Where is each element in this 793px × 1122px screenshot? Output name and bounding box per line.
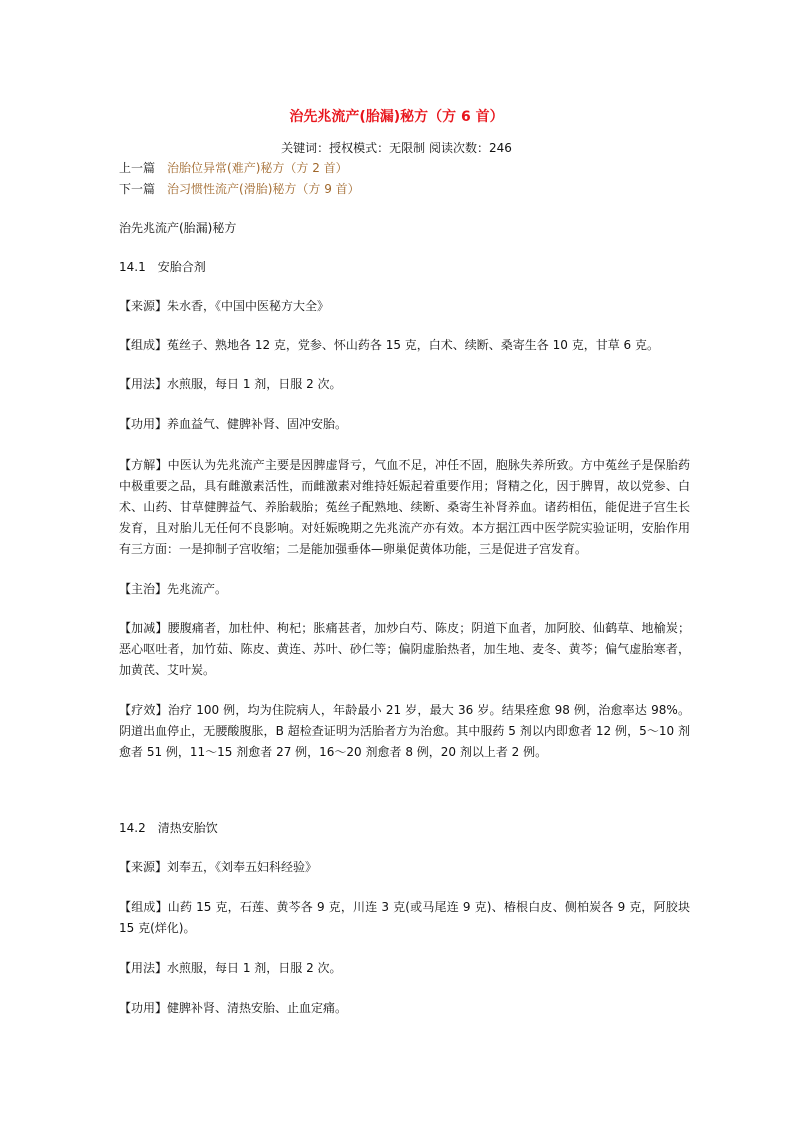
prev-article-link[interactable]: 治胎位异常(难产)秘方（方 2 首）: [167, 161, 348, 175]
paragraph-efficacy: 【疗效】治疗 100 例，均为住院病人，年龄最小 21 岁，最大 36 岁。结果痊愈 98 例，治愈率达 98%。阴道出血停止，无腰酸腹胀，B 超检查证明为活胎者方为治愈。其中服药 5 剂以内即愈者 12 例，5～10 剂愈者 51 例，11～15 剂愈者 27 例，16～20 剂愈者 8 例，20 剂以上者 2 例。: [119, 703, 690, 759]
recipe-heading: 14.1 安胎合剂: [119, 260, 206, 274]
next-article-link[interactable]: 治习惯性流产(滑胎)秘方（方 9 首）: [167, 182, 360, 196]
paragraph-indication: 【主治】先兆流产。: [119, 582, 228, 596]
paragraph-explanation: 【方解】中医认为先兆流产主要是因脾虚肾亏，气血不足，冲任不固，胞脉失养所致。方中菟丝子是保胎药中极重要之品，具有雌激素活性，而雌激素对维持妊娠起着重要作用；肾精之化，因于脾胃，故以党参、白术、山药、甘草健脾益气、养胎载胎；菟丝子配熟地、续断、桑寄生补肾养血。诸药相伍，能促进子宫生长发育，且对胎儿无任何不良影响。对妊娠晚期之先兆流产亦有效。本方据江西中医学院实验证明，安胎作用有三方面：一是抑制子宫收缩；二是能加强垂体—卵巢促黄体功能，三是促进子宫发育。: [119, 458, 690, 556]
paragraph-source: 【来源】刘奉五，《刘奉五妇科经验》: [119, 860, 318, 874]
next-article: [119, 180, 360, 198]
paragraph-function: 【功用】健脾补肾、清热安胎、止血定痛。: [119, 1001, 348, 1015]
paragraph-composition: 【组成】菟丝子、熟地各 12 克，党参、怀山药各 15 克，白术、续断、桑寄生各 10 克，甘草 6 克。: [119, 338, 659, 352]
article-meta: 关键词：授权模式：无限制 阅读次数：246: [281, 141, 512, 155]
section-heading: 治先兆流产(胎漏)秘方: [119, 221, 237, 235]
next-label: 下一篇: [119, 182, 156, 196]
paragraph-function: 【功用】养血益气、健脾补肾、固冲安胎。: [119, 417, 348, 431]
paragraph-usage: 【用法】水煎服，每日 1 剂，日服 2 次。: [119, 961, 342, 975]
prev-article: [119, 159, 348, 177]
recipe-heading: 14.2 清热安胎饮: [119, 821, 218, 835]
prev-label: 上一篇: [119, 161, 156, 175]
paragraph-composition: 【组成】山药 15 克，石莲、黄芩各 9 克，川连 3 克(或马尾连 9 克)、椿根白皮、侧柏炭各 9 克，阿胶块 15 克(烊化)。: [119, 900, 690, 935]
paragraph-source: 【来源】朱水香，《中国中医秘方大全》: [119, 299, 330, 313]
paragraph-usage: 【用法】水煎服，每日 1 剂，日服 2 次。: [119, 377, 342, 391]
page-title: 治先兆流产(胎漏)秘方（方 6 首）: [289, 109, 504, 125]
paragraph-modification: 【加减】腰腹痛者，加杜仲、枸杞；胀痛甚者，加炒白芍、陈皮；阴道下血者，加阿胶、仙鹤草、地榆炭；恶心呕吐者，加竹茹、陈皮、黄连、苏叶、砂仁等；偏阴虚胎热者，加生地、麦冬、黄芩；偏气虚胎寒者，加黄芪、艾叶炭。: [119, 621, 690, 677]
